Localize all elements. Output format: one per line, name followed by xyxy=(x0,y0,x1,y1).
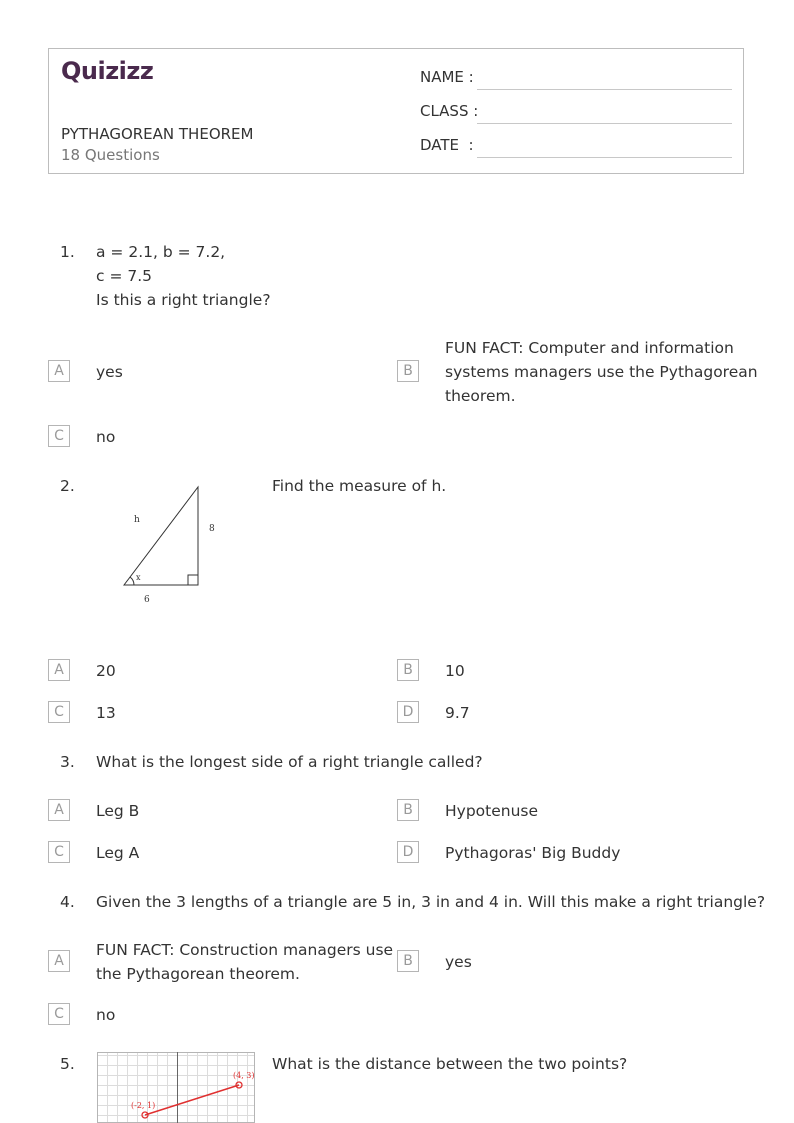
option-b-box[interactable]: B xyxy=(397,360,419,382)
option-a-text: FUN FACT: Construction managers use xyxy=(96,941,394,959)
coordinate-graph-figure xyxy=(97,1052,255,1123)
question-number: 4. xyxy=(60,893,75,911)
quizizz-logo: Quizizz xyxy=(61,57,154,85)
date-line[interactable] xyxy=(477,157,732,158)
option-c-box[interactable]: C xyxy=(48,1003,70,1025)
option-c-box[interactable]: C xyxy=(48,841,70,863)
option-d-text: Pythagoras' Big Buddy xyxy=(445,844,621,862)
option-a-box[interactable]: A xyxy=(48,799,70,821)
option-a-text: Leg B xyxy=(96,802,140,820)
point-1-label: (-2, 1) xyxy=(131,1101,156,1110)
segment-line xyxy=(145,1085,239,1115)
question-text-line: c = 7.5 xyxy=(96,267,153,285)
question-number: 5. xyxy=(60,1055,75,1073)
question-count: 18 Questions xyxy=(61,146,160,164)
name-label: NAME : xyxy=(420,68,474,86)
option-a-box[interactable]: A xyxy=(48,950,70,972)
question-text: Given the 3 lengths of a triangle are 5 in, 3 in and 4 in. Will this make a right triangle? xyxy=(96,893,766,911)
option-c-box[interactable]: C xyxy=(48,701,70,723)
option-b-box[interactable]: B xyxy=(397,950,419,972)
option-d-box[interactable]: D xyxy=(397,841,419,863)
option-b-text: Hypotenuse xyxy=(445,802,539,820)
question-number: 1. xyxy=(60,243,75,261)
option-a-box[interactable]: A xyxy=(48,659,70,681)
option-c-text: Leg A xyxy=(96,844,140,862)
option-c-box[interactable]: C xyxy=(48,425,70,447)
option-d-box[interactable]: D xyxy=(397,701,419,723)
hyp-label: h xyxy=(134,515,140,525)
option-b-box[interactable]: B xyxy=(397,799,419,821)
class-line[interactable] xyxy=(477,123,732,124)
right-triangle-figure xyxy=(110,478,230,608)
option-c-text: no xyxy=(96,1006,116,1024)
option-d-text: 9.7 xyxy=(445,704,470,722)
option-b-box[interactable]: B xyxy=(397,659,419,681)
question-text: What is the distance between the two points? xyxy=(272,1055,628,1073)
date-label: DATE : xyxy=(420,136,474,154)
triangle-shape xyxy=(124,487,198,585)
option-c-text: no xyxy=(96,428,116,446)
angle-label: x xyxy=(136,573,141,582)
question-number: 3. xyxy=(60,753,75,771)
point-2-label: (4, 3) xyxy=(233,1071,255,1080)
question-text-line: a = 2.1, b = 7.2, xyxy=(96,243,226,261)
option-c-text: 13 xyxy=(96,704,116,722)
name-line[interactable] xyxy=(477,89,732,90)
option-a-text: yes xyxy=(96,363,123,381)
option-b-text: 10 xyxy=(445,662,465,680)
vertical-side-label: 8 xyxy=(209,524,215,534)
option-a-text: the Pythagorean theorem. xyxy=(96,965,300,983)
option-b-text: theorem. xyxy=(445,387,516,405)
option-b-text: yes xyxy=(445,953,472,971)
option-b-text: FUN FACT: Computer and information xyxy=(445,339,734,357)
question-text: What is the longest side of a right triangle called? xyxy=(96,753,483,771)
option-b-text: systems managers use the Pythagorean xyxy=(445,363,758,381)
worksheet-title: PYTHAGOREAN THEOREM xyxy=(61,125,254,143)
question-text-line: Is this a right triangle? xyxy=(96,291,271,309)
right-angle-marker xyxy=(188,575,198,585)
base-label: 6 xyxy=(144,595,150,605)
option-a-box[interactable]: A xyxy=(48,360,70,382)
option-a-text: 20 xyxy=(96,662,116,680)
angle-arc xyxy=(130,577,134,585)
question-text: Find the measure of h. xyxy=(272,477,447,495)
question-number: 2. xyxy=(60,477,75,495)
class-label: CLASS : xyxy=(420,102,479,120)
